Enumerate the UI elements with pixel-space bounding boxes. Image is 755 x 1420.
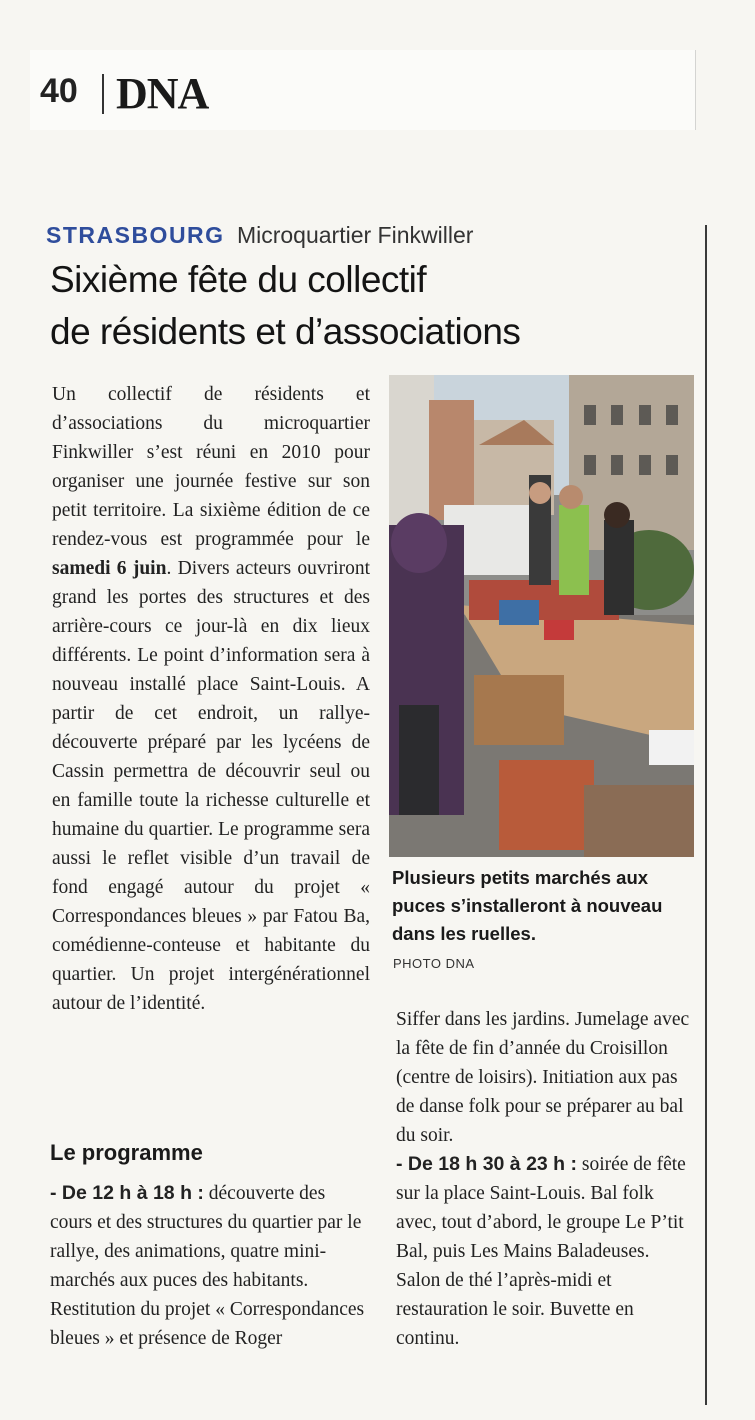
- lead-text-end: . Divers acteurs ouvriront grand les portes des structures et des arrière-cours ce jour-là en dix lieux différents. Le point d’information sera à nouveau installé place Saint-Louis. A partir de cet endroit, un rallye-découverte préparé par les lycéens de Cassin permettra de découvrir seul ou en famille toute la richesse culturelle et humaine du quartier. Le programme sera aussi le reflet visible d’un travail de fond engagé autour du projet « Correspondances bleues » par Fatou Ba, comédienne-conteuse et habitante du quartier. Un projet intergénérationnel autour de l’identité.: [52, 558, 370, 1014]
- slot-2-time: - De 18 h 30 à 23 h :: [396, 1153, 577, 1175]
- programme-slot-2: [396, 1150, 696, 1266]
- programme-column-left: [50, 1179, 370, 1353]
- section-label: STRASBOURG: [46, 222, 225, 248]
- photo-credit: PHOTO DNA: [393, 956, 475, 971]
- programme-slot-1-continued: Siffer dans les jardins. Jumelage avec la fête de fin d’année du Croisillon (centre de loisirs). Initiation aux pas de danse folk pour se préparer au bal du soir.: [396, 1009, 690, 1146]
- column-rule: [705, 225, 707, 1405]
- slot-1-time: - De 12 h à 18 h :: [50, 1182, 204, 1204]
- article-headline: [50, 254, 690, 358]
- photo-caption: Plusieurs petits marchés aux puces s’installeront à nouveau dans les ruelles.: [392, 867, 663, 944]
- slot-1-text: découverte des cours et des structures du quartier par le rallye, des animations, quatre mini-marchés aux puces des habitants. Restitution du projet « Correspondances bleues » et présence de Roger: [50, 1183, 365, 1349]
- programme-heading: Le programme: [50, 1140, 203, 1165]
- header-divider: [102, 74, 104, 114]
- lead-text-start: Un collectif de résidents et d’associations du microquartier Finkwiller s’est réuni en 2010 pour organiser une journée festive sur son petit territoire. La sixième édition de ce rendez-vous est programmée pour le: [52, 384, 370, 550]
- headline-line-1: Sixième fête du collectif: [50, 259, 427, 300]
- lead-paragraph: [52, 380, 370, 1018]
- article-body: [52, 380, 370, 1018]
- article-kicker: [46, 222, 473, 249]
- headline-line-2: de résidents et d’associations: [50, 311, 521, 352]
- event-date: samedi 6 juin: [52, 558, 167, 579]
- programme-slot-1: [50, 1179, 370, 1353]
- programme-column-right: [396, 1005, 696, 1353]
- slot-2-text: soirée de fête sur la place Saint-Louis. Bal folk avec, tout d’abord, le groupe Le P’tit Bal, puis Les Mains Baladeuses.: [396, 1154, 686, 1262]
- newspaper-masthead: DNA: [116, 69, 209, 118]
- subsection-label: Microquartier Finkwiller: [236, 222, 474, 248]
- flea-market-photo: [389, 375, 694, 857]
- programme-closing: Salon de thé l’après-midi et restauration le soir. Buvette en continu.: [396, 1270, 634, 1349]
- page-number: 40: [40, 72, 78, 110]
